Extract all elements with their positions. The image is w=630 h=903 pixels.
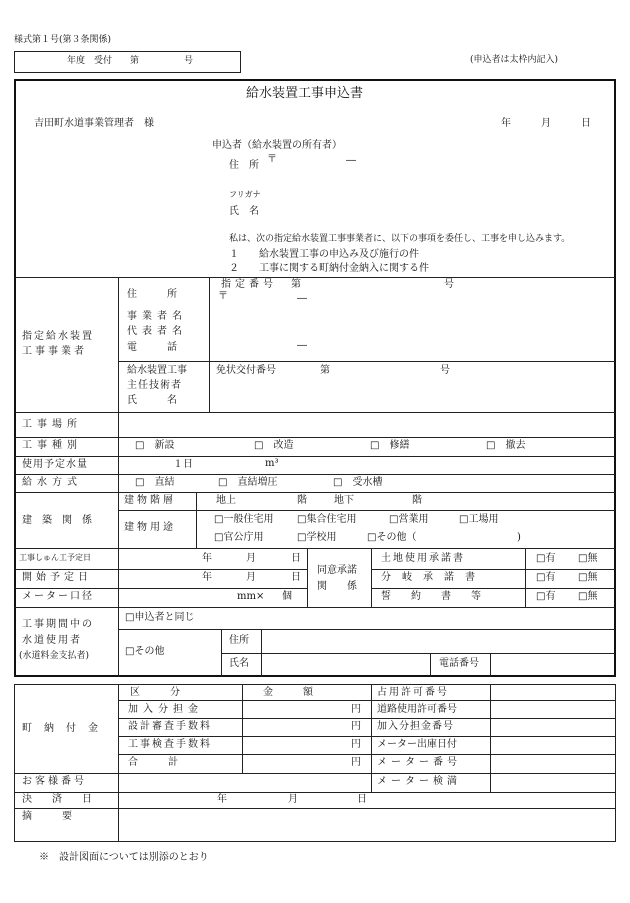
divider [242, 684, 243, 773]
meter-mm[interactable]: mm× [237, 591, 265, 602]
use-residence[interactable]: □一般住宅用 [214, 514, 274, 525]
work-type-new[interactable]: □ 新設 [135, 440, 175, 451]
divider [15, 773, 615, 774]
divider [118, 412, 119, 492]
branch-yes[interactable]: □有 [536, 572, 556, 583]
completion-month[interactable]: 月 [246, 553, 256, 564]
divider [15, 456, 615, 457]
consent-label-1: 同意承諾 [317, 565, 357, 576]
road-use-permit-number: 道路使用許可番号 [377, 704, 457, 715]
divider [371, 588, 615, 589]
consent-branch: 分岐承諾書 [381, 572, 486, 583]
delegation-item-2: ２ 工事に関する町納付金納入に関する件 [229, 263, 429, 274]
fee-label-inspection: 工事検査手数料 [128, 739, 212, 750]
use-apartment[interactable]: □集合住宅用 [297, 514, 357, 525]
payer-phone-label: 電話番号 [439, 658, 479, 669]
start-year[interactable]: 年 [202, 572, 212, 583]
water-volume-unit1: １日 [173, 459, 193, 470]
designation-number-label: 指定番号 第 [221, 279, 305, 290]
payer-label-2: 水道使用者 [22, 635, 82, 646]
settlement-day[interactable]: 日 [357, 794, 367, 805]
use-factory[interactable]: □工場用 [459, 514, 499, 525]
payer-label-1: 工事期間中の [22, 619, 94, 630]
work-type-remove[interactable]: □ 撤去 [486, 440, 526, 451]
furigana-label: フリガナ [229, 190, 261, 199]
reception-number: 年度 受付 第 号 [67, 56, 194, 66]
floors-kai-2: 階 [412, 495, 422, 506]
branch-no[interactable]: □無 [578, 572, 598, 583]
divider [15, 607, 615, 608]
divider [490, 653, 491, 677]
fee-unit-total[interactable]: 円 [351, 757, 361, 768]
payer-label-3: (水道料金支払者) [19, 651, 90, 661]
contractor-section-label-1: 指定給水装置 [22, 331, 94, 342]
floors-below: 地下 [334, 495, 354, 506]
use-label: 建物用途 [124, 522, 176, 533]
contractor-address-label: 住 所 [127, 289, 177, 300]
divider [15, 474, 615, 475]
meter-issue-date: メーター出庫日付 [377, 739, 457, 750]
delegation-text: 私は、次の指定給水装置工事事業者に、以下の事項を委任し、工事を申し込みます。 [229, 234, 571, 244]
divider [196, 492, 197, 548]
consent-land-use: 土地使用承諾書 [381, 553, 465, 564]
consent-pledge: 誓約書等 [381, 591, 501, 602]
settlement-date-label: 決済日 [22, 794, 112, 805]
building-label: 建築関係 [22, 515, 102, 526]
divider [371, 548, 372, 607]
divider [525, 548, 526, 607]
fee-header-category: 区 分 [130, 687, 180, 698]
reception-box [14, 51, 241, 73]
pledge-no[interactable]: □無 [578, 591, 598, 602]
use-school[interactable]: □学校用 [297, 532, 337, 543]
form-title: 給水装置工事申込書 [246, 86, 364, 101]
fill-note: (申込者は太枠内記入) [470, 55, 559, 65]
divider [430, 653, 431, 677]
fee-label-membership: 加入分担金 [128, 704, 203, 715]
contractor-postal-dash: ― [297, 293, 307, 304]
fee-label-total: 合 計 [128, 757, 178, 768]
work-type-modify[interactable]: □ 改造 [254, 440, 294, 451]
fee-unit-inspection[interactable]: 円 [351, 739, 361, 750]
supply-direct[interactable]: □ 直結 [135, 477, 175, 488]
fee-label-design: 設計審査手数料 [128, 721, 212, 732]
floors-above: 地上 [216, 495, 236, 506]
divider [118, 736, 615, 737]
applicant-address-label: 住 所 [229, 160, 259, 171]
divider [15, 412, 615, 413]
floors-kai-1: 階 [297, 495, 307, 506]
occupancy-permit-number: 占用許可番号 [377, 687, 449, 698]
divider [307, 548, 308, 607]
completion-date-label: 工事しゅん工予定日 [19, 553, 91, 562]
meter-count[interactable]: 個 [282, 591, 292, 602]
divider [15, 492, 615, 493]
divider [221, 653, 615, 654]
use-government[interactable]: □官公庁用 [214, 532, 264, 543]
work-type-label: 工事種別 [22, 440, 82, 451]
completion-year[interactable]: 年 [202, 553, 212, 564]
fee-unit-membership[interactable]: 円 [351, 704, 361, 715]
addressee: 吉田町水道事業管理者 様 [34, 118, 154, 129]
chief-engineer-label-1: 給水装置工事 [127, 365, 187, 376]
meter-inspection-expiry: メーター検満 [377, 776, 461, 787]
payer-address-label: 住所 [229, 635, 249, 646]
divider [118, 607, 119, 677]
divider [118, 492, 119, 548]
remarks-label: 摘 要 [22, 811, 72, 822]
customer-number-label: お客様番号 [22, 776, 87, 787]
divider [15, 277, 615, 278]
divider [118, 510, 615, 511]
divider [118, 277, 119, 412]
divider [371, 569, 615, 570]
license-go: 号 [440, 365, 450, 376]
divider [118, 361, 615, 362]
license-dai: 第 [320, 365, 330, 376]
form-number: 様式第１号(第３条関係) [14, 35, 112, 45]
divider [15, 808, 615, 809]
water-volume-unit2: m³ [265, 458, 279, 469]
contractor-postal-mark: 〒 [218, 291, 228, 302]
work-type-repair[interactable]: □ 修繕 [370, 440, 410, 451]
application-date[interactable]: 年 月 日 [501, 118, 591, 129]
applicant-postal-dash: ― [346, 155, 356, 166]
chief-engineer-label-3: 氏 名 [127, 395, 177, 406]
membership-fee-number: 加入分担金番号 [377, 721, 454, 732]
chief-engineer-label-2: 主任技術者 [127, 380, 182, 391]
payer-name-label: 氏名 [229, 658, 249, 669]
start-day[interactable]: 日 [291, 572, 301, 583]
divider [118, 548, 119, 607]
contractor-phone-dash: ― [297, 340, 307, 351]
use-business[interactable]: □営業用 [389, 514, 429, 525]
pledge-yes[interactable]: □有 [536, 591, 556, 602]
land-use-no[interactable]: □無 [578, 553, 598, 564]
divider [118, 684, 119, 842]
applicant-postal-mark: 〒 [267, 154, 277, 165]
supply-tank[interactable]: □ 受水槽 [333, 477, 383, 488]
business-name-label: 事業者名 [127, 311, 187, 322]
license-number-label: 免状交付番号 [216, 365, 276, 376]
delegation-item-1: １ 給水装置工事の申込み及び施行の件 [229, 249, 419, 260]
work-site-label: 工事場所 [22, 419, 82, 430]
payer-same-as-applicant[interactable]: □申込者と同じ [125, 612, 195, 623]
land-use-yes[interactable]: □有 [536, 553, 556, 564]
designation-number-suffix: 号 [444, 279, 454, 290]
fee-header-amount: 金 額 [263, 687, 313, 698]
meter-number: メーター番号 [377, 757, 461, 768]
supply-booster[interactable]: □ 直結増圧 [218, 477, 278, 488]
divider [118, 754, 615, 755]
use-other[interactable]: □その他（ [367, 532, 417, 543]
divider [15, 792, 615, 793]
divider [209, 277, 210, 412]
meter-size-label: メーター口径 [22, 591, 94, 602]
divider [15, 569, 307, 570]
water-volume-label: 使用予定水量 [22, 459, 88, 470]
settlement-year[interactable]: 年 [217, 794, 227, 805]
floors-label: 建物階層 [124, 495, 176, 506]
settlement-month[interactable]: 月 [288, 794, 298, 805]
start-month[interactable]: 月 [246, 572, 256, 583]
supply-method-label: 給水方式 [22, 477, 82, 488]
completion-day[interactable]: 日 [291, 553, 301, 564]
town-payment-label: 町納付金 [22, 723, 110, 734]
footer-note: ※ 設計図面については別添のとおり [39, 852, 209, 863]
divider [118, 629, 615, 630]
start-date-label: 開始予定日 [22, 572, 92, 583]
consent-label-2: 関 係 [317, 581, 357, 592]
divider [118, 718, 615, 719]
applicant-name-label[interactable]: 氏 名 [229, 206, 259, 217]
payer-other[interactable]: □その他 [125, 646, 165, 657]
divider [15, 437, 615, 438]
contractor-section-label-2: 工事事業者 [22, 346, 87, 357]
applicant-label: 申込者（給水装置の所有者） [212, 140, 342, 151]
divider [15, 588, 307, 589]
fee-unit-design[interactable]: 円 [351, 721, 361, 732]
fee-table [14, 684, 616, 842]
divider [118, 700, 615, 701]
use-other-close: ) [517, 532, 521, 543]
contractor-phone-label: 電 話 [127, 342, 177, 353]
representative-label: 代表者名 [127, 326, 187, 337]
